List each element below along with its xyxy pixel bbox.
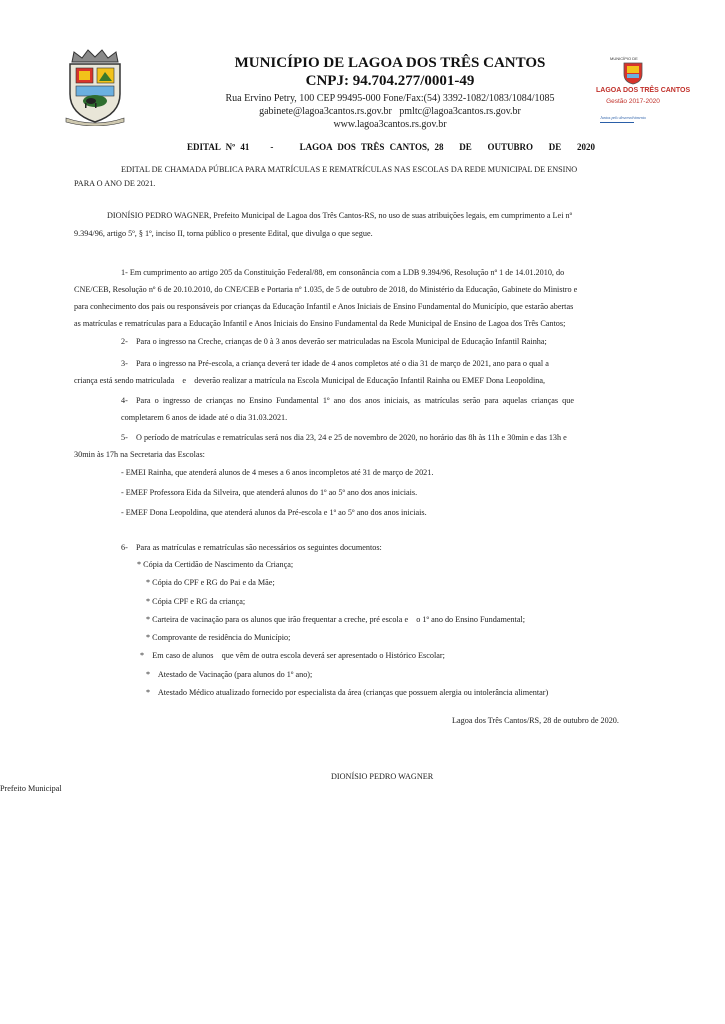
school-1: - EMEI Rainha, que atenderá alunos de 4 meses a 6 anos incompletos até 31 de março de 2021. — [121, 468, 434, 477]
doc-8: * Atestado Médico atualizado fornecido por especialista da área (crianças que possuem alergia ou intolerância alimentar) — [146, 688, 549, 697]
signature-role: Prefeito Municipal — [0, 784, 62, 793]
gestao-logo-emblem — [622, 59, 644, 85]
item-1-line-2: CNE/CEB, Resolução nº 6 de 20.10.2010, do CNE/CEB e Portaria nº 1.035, de 5 de outubro de 2018, do Ministério da Educação, Gabinete do Ministro e — [74, 285, 578, 294]
gestao-logo-name: LAGOA DOS TRÊS CANTOS — [596, 87, 691, 94]
item-3-line-1: 3- Para o ingresso na Pré-escola, a criança deverá ter idade de 4 anos completos até o dia 31 de março de 2021, ano para o qual a — [121, 359, 549, 368]
doc-4: * Carteira de vacinação para os alunos que irão frequentar a creche, pré escola e o 1º ano do Ensino Fundamental; — [146, 615, 526, 624]
item-2: 2- Para o ingresso na Creche, crianças de 0 à 3 anos deverão ser matriculadas na Escola Municipal de Educação Infantil Rainha; — [121, 337, 547, 346]
item-5-line-2: 30min às 17h na Secretaria das Escolas: — [74, 450, 205, 459]
address: Rua Ervino Petry, 100 CEP 99495-000 Fone/Fax:(54) 3392-1082/1083/1084/1085 — [225, 93, 555, 104]
doc-5: * Comprovante de residência do Município; — [146, 633, 291, 642]
item-1-line-4: as matrículas e rematrículas para a Educação Infantil e Anos Iniciais do Ensino Fundamental da Rede Municipal de Ensino de Lagoa dos Três Cantos; — [74, 319, 566, 328]
intro-line-2: 9.394/96, artigo 5º, § 1º, inciso II, torna público o presente Edital, que divulga o que segue. — [74, 229, 373, 238]
intro-line-1: DIONÍSIO PEDRO WAGNER, Prefeito Municipal de Lagoa dos Três Cantos-RS, no uso de suas atribuições legais, em cumprimento a Lei nº — [107, 211, 573, 220]
website: www.lagoa3cantos.rs.gov.br — [333, 119, 447, 130]
gestao-logo-slogan: Juntos pelo desenvolvimento — [600, 115, 646, 120]
email-addresses: gabinete@lagoa3cantos.rs.gov.br pmltc@lagoa3cantos.rs.gov.br — [259, 106, 521, 117]
coat-of-arms-logo — [64, 48, 126, 126]
doc-3: * Cópia CPF e RG da criança; — [146, 597, 246, 606]
gestao-logo-line — [600, 122, 634, 123]
item-3-line-2: criança está sendo matriculada e deverão realizar a matrícula na Escola Municipal de Educação Infantil Rainha ou EMEF Dona Leopoldina, — [74, 376, 546, 385]
item-4-line-1: 4- Para o ingresso de crianças no Ensino Fundamental 1º ano dos anos iniciais, as matrículas serão para aquelas crianças que — [121, 396, 574, 405]
school-3: - EMEF Dona Leopoldina, que atenderá alunos da Pré-escola e 1º ao 5º ano dos anos iniciais. — [121, 508, 427, 517]
item-6-line-1: 6- Para as matrículas e rematrículas são necessários os seguintes documentos: — [121, 543, 382, 552]
gestao-logo — [596, 55, 691, 127]
item-1-line-1: 1- Em cumprimento ao artigo 205 da Constituição Federal/88, em consonância com a LDB 9.394/96, Resolução nº 1 de 14.01.2010, do — [121, 268, 565, 277]
municipality-title: MUNICÍPIO DE LAGOA DOS TRÊS CANTOS — [234, 55, 546, 71]
gestao-logo-term: Gestão 2017-2020 — [606, 98, 660, 105]
subject-line-1: EDITAL DE CHAMADA PÚBLICA PARA MATRÍCULAS E REMATRÍCULAS NAS ESCOLAS DA REDE MUNICIPAL DE ENSINO — [121, 165, 578, 174]
edital-number-line: EDITAL Nº 41 - LAGOA DOS TRÊS CANTOS, 28 DE OUTUBRO DE 2020 — [187, 142, 596, 152]
school-2: - EMEF Professora Eida da Silveira, que atenderá alunos do 1º ao 5º ano dos anos iniciais. — [121, 488, 418, 497]
doc-6: * Em caso de alunos que vêm de outra escola deverá ser apresentado o Histórico Escolar; — [140, 651, 445, 660]
item-5-line-1: 5- O período de matrículas e rematrículas será nos dia 23, 24 e 25 de novembro de 2020, no horário das 8h às 11h e 30min e das 13h e — [121, 433, 567, 442]
signature-name: DIONÍSIO PEDRO WAGNER — [331, 772, 434, 781]
doc-1: * Cópia da Certidão de Nascimento da Criança; — [137, 560, 294, 569]
cnpj: CNPJ: 94.704.277/0001-49 — [305, 73, 475, 89]
item-1-line-3: para conhecimento dos pais ou responsáveis por crianças da Educação Infantil e Anos Iniciais de Ensino Fundamental do Município, que estarão abertas — [74, 302, 574, 311]
doc-7: * Atestado de Vacinação (para alunos do 1º ano); — [146, 670, 313, 679]
gestao-logo-top: MUNICÍPIO DE — [610, 56, 638, 61]
item-4-line-2: completarem 6 anos de idade até o dia 31.03.2021. — [121, 413, 288, 422]
subject-line-2: PARA O ANO DE 2021. — [74, 179, 156, 188]
doc-2: * Cópia do CPF e RG do Pai e da Mãe; — [146, 578, 275, 587]
place-date: Lagoa dos Três Cantos/RS, 28 de outubro de 2020. — [452, 716, 619, 725]
